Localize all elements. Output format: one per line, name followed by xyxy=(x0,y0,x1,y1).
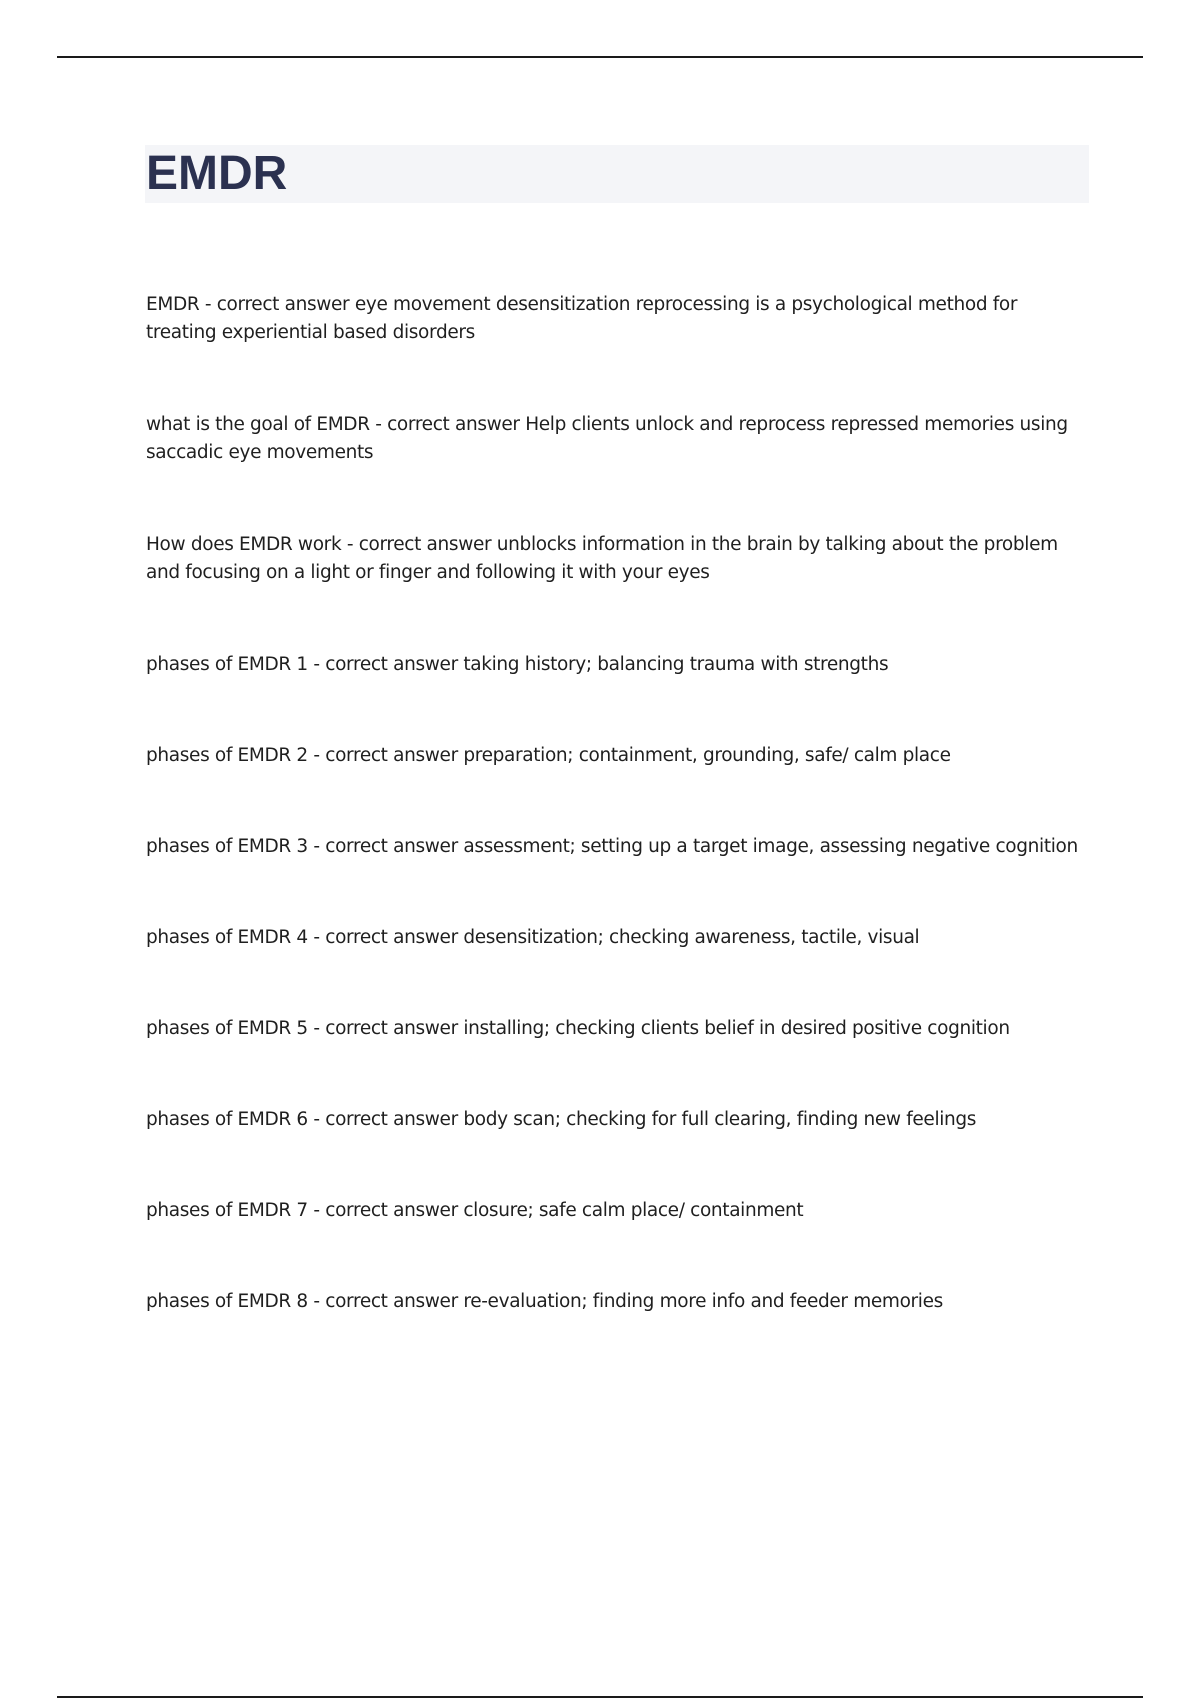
qa-list xyxy=(146,291,1086,1379)
qa-entry-goal: what is the goal of EMDR - correct answer Help clients unlock and reprocess repressed memories using saccadic eye movements xyxy=(146,414,1068,463)
qa-entry-how-it-works: How does EMDR work - correct answer unblocks information in the brain by talking about the problem and focusing on a light or finger and following it with your eyes xyxy=(146,534,1058,583)
qa-entry-phase-3: phases of EMDR 3 - correct answer assessment; setting up a target image, assessing negative cognition xyxy=(146,836,1078,857)
qa-entry-phase-2: phases of EMDR 2 - correct answer preparation; containment, grounding, safe/ calm place xyxy=(146,745,951,766)
qa-entry-phase-7: phases of EMDR 7 - correct answer closure; safe calm place/ containment xyxy=(146,1200,804,1221)
qa-entry-phase-4: phases of EMDR 4 - correct answer desensitization; checking awareness, tactile, visual xyxy=(146,927,920,948)
qa-entry-phase-5: phases of EMDR 5 - correct answer installing; checking clients belief in desired positive cognition xyxy=(146,1018,1010,1039)
qa-entry-phase-6: phases of EMDR 6 - correct answer body scan; checking for full clearing, finding new feelings xyxy=(146,1109,977,1130)
page-title: EMDR xyxy=(146,147,288,200)
top-rule xyxy=(57,56,1143,58)
qa-entry-phase-8: phases of EMDR 8 - correct answer re-evaluation; finding more info and feeder memories xyxy=(146,1291,943,1312)
qa-entry-definition: EMDR - correct answer eye movement desensitization reprocessing is a psychological method for treating experiential based disorders xyxy=(146,294,1018,343)
bottom-rule xyxy=(57,1696,1143,1698)
qa-entry-phase-1: phases of EMDR 1 - correct answer taking history; balancing trauma with strengths xyxy=(146,654,889,675)
